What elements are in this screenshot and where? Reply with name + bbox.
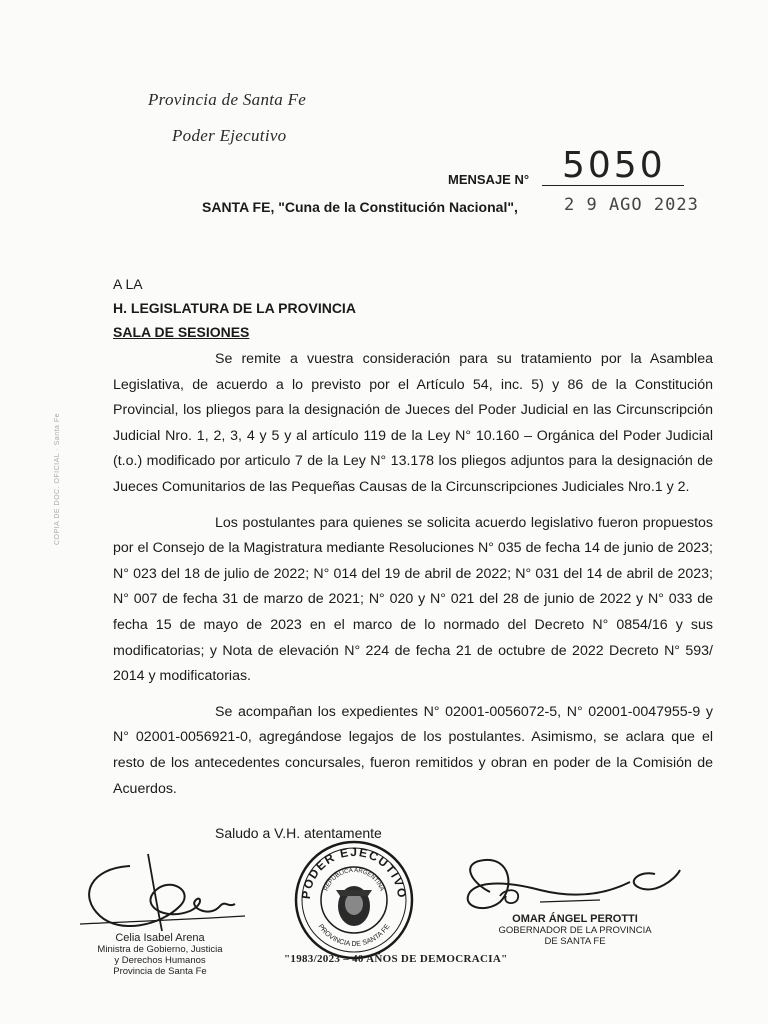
addressee-line3: SALA DE SESIONES — [113, 324, 250, 340]
paragraph-3: Se acompañan los expedientes N° 02001-0056072-5, N° 02001-0047955-9 y N° 02001-0056921-0, agregándose legajos de los postulantes. Asimismo, se aclara que el resto de los antecedentes concursales, fueron remitidos y obran en poder de la Comisión de Acuerdos. — [113, 703, 713, 797]
dateline-city: SANTA FE, "Cuna de la Constitución Nacional", — [202, 199, 518, 215]
paragraph-1: Se remite a vuestra consideración para su tratamiento por la Asamblea Legislativa, de acuerdo a lo previsto por el Artículo 54, inc. 5) y 86 de la Constitución Provincial, los pliegos para la designación de Jueces del Poder Judicial en las Circunscripción Judicial Nro. 1, 2, 3, 4 y 5 y al artículo 119 de la Ley N° 10.160 – Orgánica del Poder Judicial (t.o.) modificado por articulo 7 de la Ley N° 13.178 los pliegos adjuntos para la designación de Jueces Comunitarios de las Pequeñas Causas de la Circunscripciones Judiciales Nro.1 y 2. — [113, 351, 713, 495]
signature-left-icon — [70, 846, 250, 946]
letterhead-branch: Poder Ejecutivo — [172, 126, 287, 145]
greeting: Saludo a V.H. atentamente — [215, 825, 382, 841]
side-stamp: COPIA DE DOC. OFICIAL · Santa Fe — [54, 412, 61, 545]
mensaje-label: MENSAJE N° — [448, 172, 530, 187]
signer-left-title2: y Derechos Humanos — [114, 955, 206, 966]
signature-left-block — [80, 932, 240, 977]
signature-right-block — [490, 913, 660, 947]
signer-right-title1: GOBERNADOR DE LA PROVINCIA — [498, 925, 652, 936]
addressee-line2: H. LEGISLATURA DE LA PROVINCIA — [113, 300, 356, 316]
svg-text:PODER EJECUTIVO: PODER EJECUTIVO — [298, 844, 410, 900]
svg-text:REPUBLICA ARGENTINA: REPUBLICA ARGENTINA — [323, 867, 385, 893]
letterhead-province: Provincia de Santa Fe — [148, 90, 307, 109]
svg-text:PROVINCIA DE SANTA FE: PROVINCIA DE SANTA FE — [316, 923, 392, 949]
signature-right-icon — [440, 852, 690, 922]
mensaje-number: 5050 — [562, 145, 666, 186]
official-seal-icon — [292, 838, 417, 963]
democracy-motto: "1983/2023 – 40 AÑOS DE DEMOCRACIA" — [284, 953, 508, 965]
body — [113, 347, 713, 802]
signer-left-title3: Provincia de Santa Fe — [113, 966, 207, 977]
paragraph-2: Los postulantes para quienes se solicita acuerdo legislativo fueron propuestos por el Consejo de la Magistratura mediante Resoluciones N° 035 de fecha 14 de junio de 2023; N° 023 del 18 de julio de 2022; N° 014 del 19 de abril de 2022; N° 031 del 14 de abril de 2023; N° 007 de fecha 31 de marzo de 2021; N° 020 y N° 021 del 28 de junio de 2022 y N° 033 de fecha 15 de mayo de 2023 en el marco de lo normado del Decreto N° 0854/16 y sus modificatorias; y Nota de elevación N° 224 de fecha 21 de octubre de 2022 Decreto N° 593/ 2014 y modificatorias. — [113, 514, 713, 685]
date-stamp: 2 9 AGO 2023 — [564, 195, 699, 215]
signer-right-title2: DE SANTA FE — [544, 936, 606, 947]
signer-left-title1: Ministra de Gobierno, Justicia — [97, 944, 223, 955]
mensaje-underline — [542, 185, 684, 186]
signer-right-name: OMAR ÁNGEL PEROTTI — [512, 913, 638, 925]
addressee-line1: A LA — [113, 276, 143, 292]
signer-left-name: Celia Isabel Arena — [115, 932, 205, 944]
